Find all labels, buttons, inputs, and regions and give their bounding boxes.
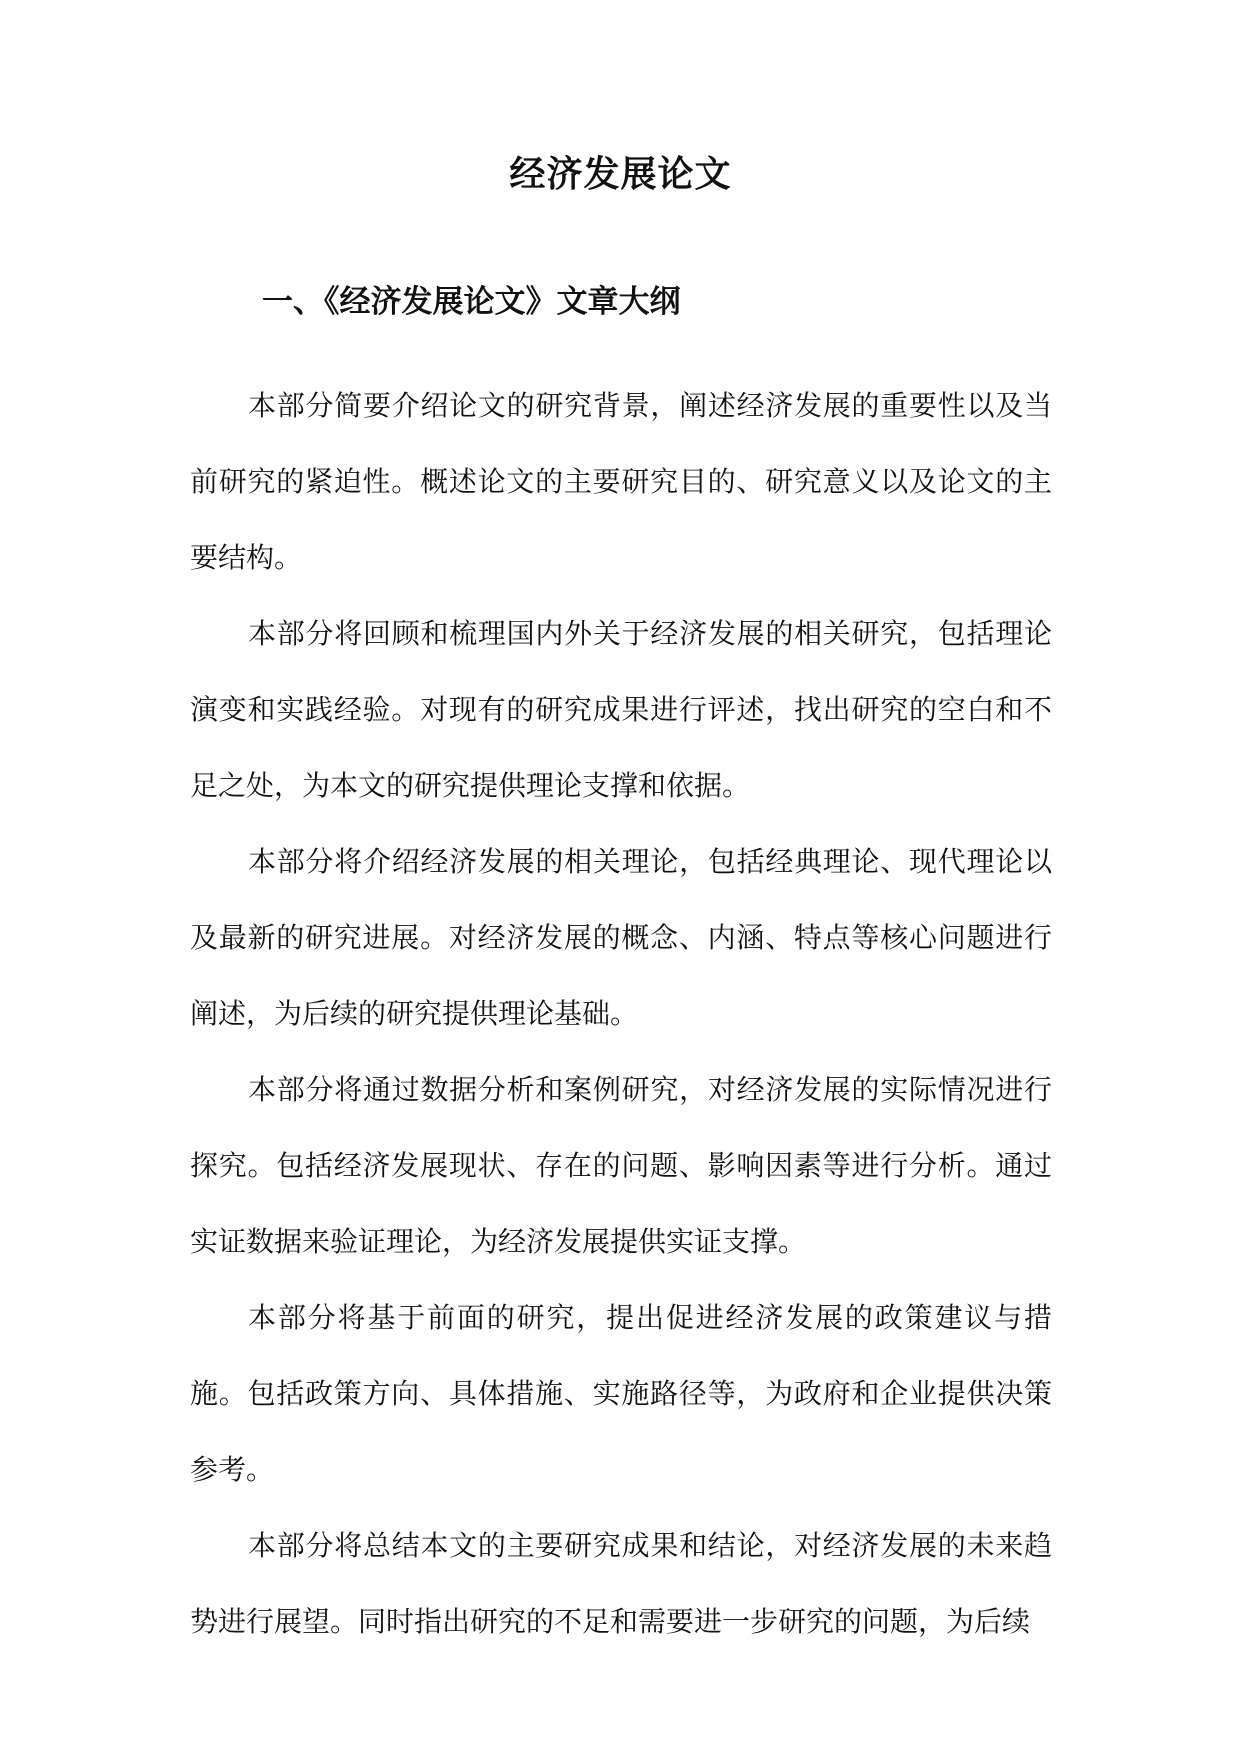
- paragraph-literature-review: 本部分将回顾和梳理国内外关于经济发展的相关研究，包括理论演变和实践经验。对现有的研究成果进行评述，找出研究的空白和不足之处，为本文的研究提供理论支撑和依据。: [190, 617, 1052, 802]
- paragraph-conclusion: 本部分将总结本文的主要研究成果和结论，对经济发展的未来趋势进行展望。同时指出研究的不足和需要进一步研究的问题，为后续: [190, 1529, 1052, 1638]
- paragraph-background: 本部分简要介绍论文的研究背景，阐述经济发展的重要性以及当前研究的紧迫性。概述论文的主要研究目的、研究意义以及论文的主要结构。: [190, 389, 1052, 574]
- paragraph-policy: 本部分将基于前面的研究，提出促进经济发展的政策建议与措施。包括政策方向、具体措施、实施路径等，为政府和企业提供决策参考。: [190, 1301, 1052, 1486]
- document-title: 经济发展论文: [509, 153, 732, 195]
- paragraph-theory: 本部分将介绍经济发展的相关理论，包括经典理论、现代理论以及最新的研究进展。对经济发展的概念、内涵、特点等核心问题进行阐述，为后续的研究提供理论基础。: [190, 845, 1052, 1030]
- paragraph-empirical: 本部分将通过数据分析和案例研究，对经济发展的实际情况进行探究。包括经济发展现状、存在的问题、影响因素等进行分析。通过实证数据来验证理论，为经济发展提供实证支撑。: [190, 1073, 1052, 1258]
- body-text: [190, 368, 1052, 1660]
- section-heading: 一、《经济发展论文》文章大纲: [262, 284, 681, 320]
